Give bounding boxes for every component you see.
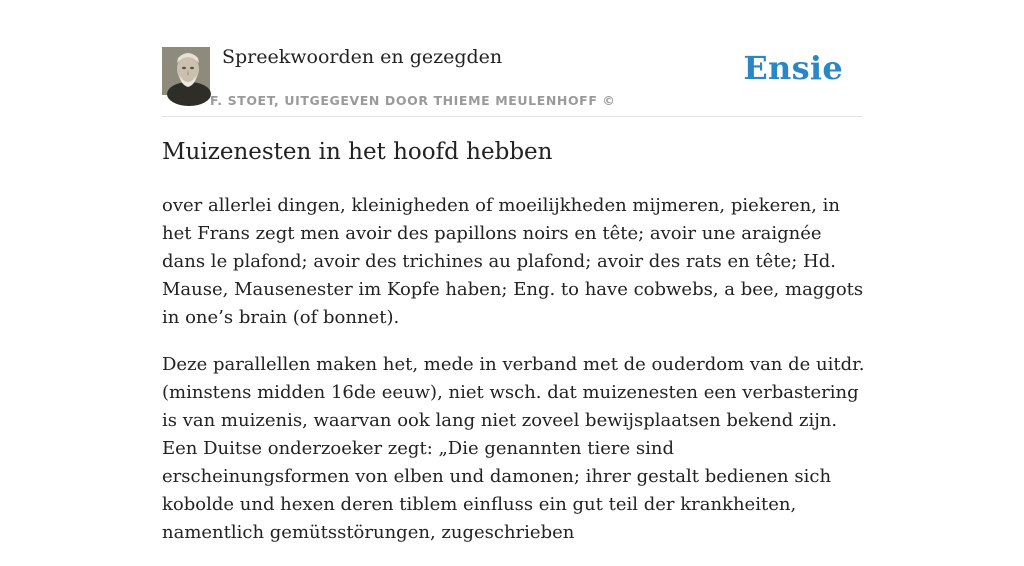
source-attribution: F. STOET, UITGEGEVEN DOOR THIEME MEULENHOFF ©	[210, 93, 616, 108]
author-portrait-icon	[162, 47, 210, 95]
author-avatar[interactable]	[162, 47, 210, 95]
ensie-logo[interactable]: Ensie	[743, 49, 843, 87]
header	[162, 46, 862, 117]
entry-paragraph: over allerlei dingen, kleinigheden of moeilijkheden mijmeren, piekeren, in het Frans zegt men avoir des papillons noirs en tête; avoir une araignée dans le plafond; avoir des trichines au plafond; avoir des rats en tête; Hd. Mause, Mausenester im Kopfe haben; Eng. to have cobwebs, a bee, maggots in one’s brain (of bonnet).	[162, 195, 864, 328]
entry-body	[162, 192, 867, 566]
entry-title: Muizenesten in het hoofd hebben	[162, 139, 553, 165]
entry-paragraph: Deze parallellen maken het, mede in verband met de ouderdom van de uitdr. (minstens midden 16de eeuw), niet wsch. dat muizenesten een verbastering is van muizenis, waarvan ook lang niet zoveel bewijsplaatsen bekend zijn. Een Duitse onderzoeker zegt: „Die genannten tiere sind erscheinungsformen von elben und damonen; ihrer gestalt bedienen sich kobolde und hexen deren tiblem einfluss ein gut teil der krankheiten, namentlich gemütsstörungen, zugeschrieben	[162, 354, 865, 543]
book-title[interactable]: Spreekwoorden en gezegden	[222, 46, 503, 68]
